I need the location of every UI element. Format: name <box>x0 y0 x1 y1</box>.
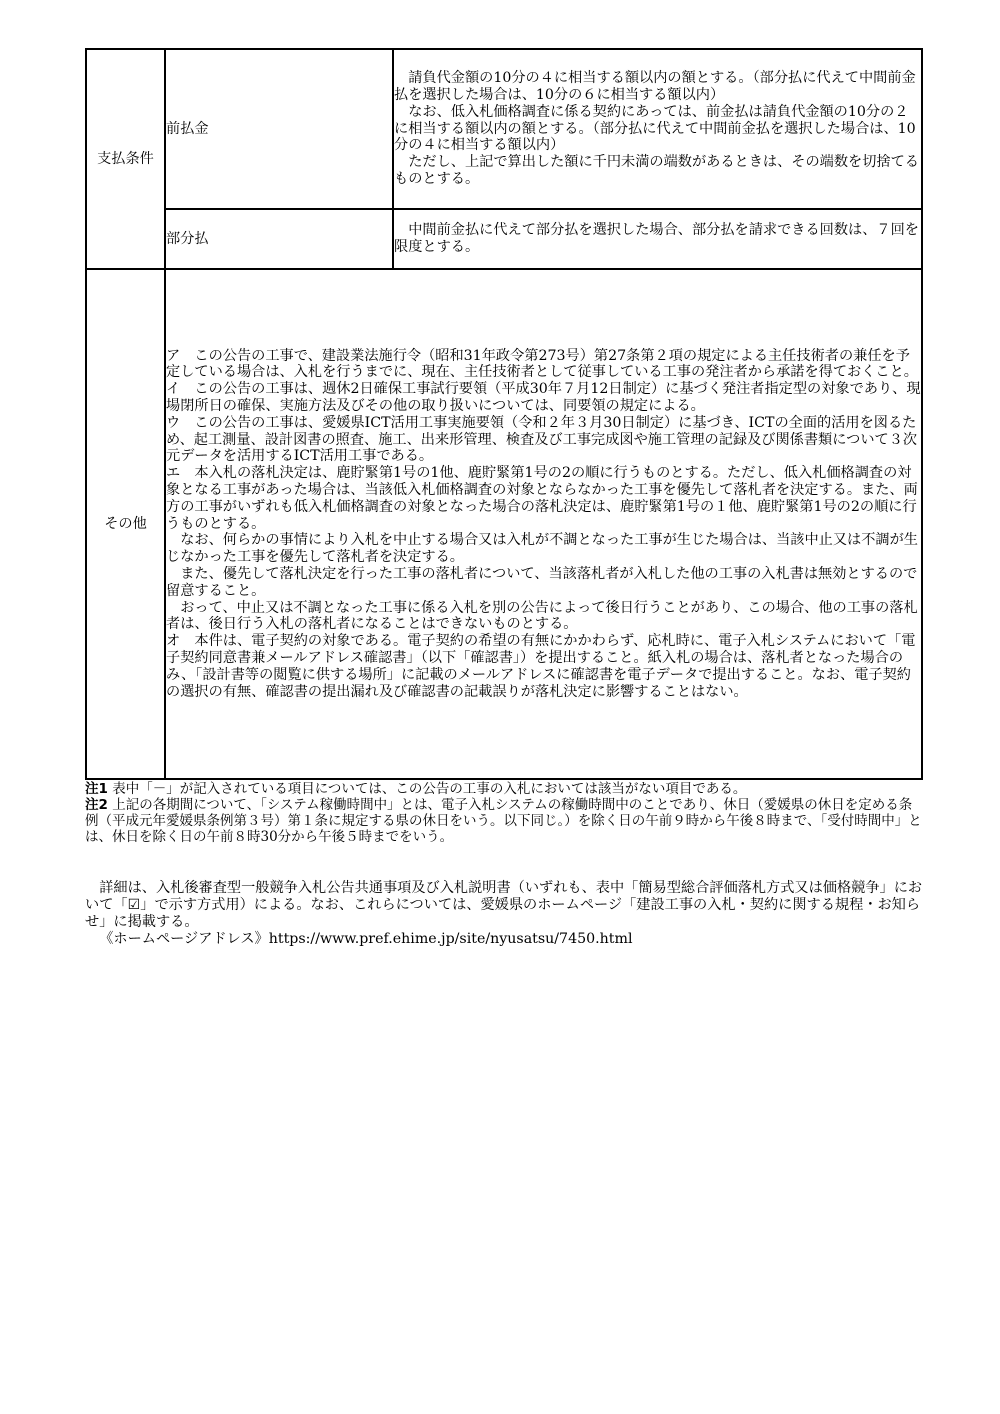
note-2-text: 上記の各期間について、「システム稼働時間中」とは、電子入札システムの稼働時間中のことであり、休日（愛媛県の休日を定める条例（平成元年愛媛県条例第３号）第１条に規定する県の休日をいう。以下同じ。）を除く日の午前９時から午後８時まで、「受付時間中」とは、休日を除く日の午前８時30分から午後５時までをいう。 <box>85 797 922 845</box>
conditions-table <box>85 48 923 780</box>
homepage-address: 《ホームページアドレス》https://www.pref.ehime.jp/site/nyusatsu/7450.html <box>99 931 633 947</box>
note-1 <box>85 781 925 797</box>
other-item-e-note3: おって、中止又は不調となった工事に係る入札を別の公告によって後日行うことがあり、この場合、他の工事の落札者は、後日行う入札の落札者になることはできないものとする。 <box>166 599 918 633</box>
partial-label: 部分払 <box>166 230 209 247</box>
other-item-a: ア この公告の工事で、建設業法施行令（昭和31年政令第273号）第27条第２項の規定による主任技術者の兼任を予定している場合は、入札を行うまでに、現在、主任技術者として従事している工事の発注者から承諾を得ておくこと。 <box>166 347 918 381</box>
advance-text-cell <box>393 49 922 209</box>
details-text: 詳細は、入札後審査型一般競争入札公告共通事項及び入札説明書（いずれも、表中「簡易型総合評価落札方式又は価格競争」において「☑」で示す方式用）による。なお、これらについては、愛媛県のホームページ「建設工事の入札・契約に関する規程・お知らせ」に掲載する。 <box>85 880 923 930</box>
other-item-o: オ 本件は、電子契約の対象である。電子契約の希望の有無にかかわらず、応札時に、電子入札システムにおいて「電子契約同意書兼メールアドレス確認書」（以下「確認書」）を提出すること。紙入札の場合は、落札者となった場合のみ、「設計書等の閲覧に供する場所」に記載のメールアドレスに確認書を電子データで提出すること。なお、電子契約の選択の有無、確認書の提出漏れ及び確認書の記載誤りが落札決定に影響することはない。 <box>166 633 916 700</box>
other-category-cell <box>86 269 165 779</box>
advance-label: 前払金 <box>166 120 209 137</box>
partial-payment-row <box>86 209 922 269</box>
other-item-e-note2: また、優先して落札決定を行った工事の落札者について、当該落札者が入札した他の工事の入札書は無効とするので留意すること。 <box>166 565 918 599</box>
notes-section <box>85 781 925 845</box>
partial-text-cell <box>393 209 922 269</box>
note-1-text: 表中「－」が記入されている項目については、この公告の工事の入札においては該当がない項目である。 <box>112 781 747 797</box>
other-item-i: イ この公告の工事は、週休2日確保工事試行要領（平成30年７月12日制定）に基づく発注者指定型の対象であり、現場閉所日の確保、実施方法及びその他の取り扱いについては、同要領の規定による。 <box>166 381 921 415</box>
other-item-e-note1: なお、何らかの事情により入札を中止する場合又は入札が不調となった工事が生じた場合は、当該中止又は不調が生じなかった工事を優先して落札者を決定する。 <box>166 532 918 566</box>
payment-category-label: 支払条件 <box>97 150 154 167</box>
payment-category-cell <box>86 49 165 269</box>
advance-paragraph: なお、低入札価格調査に係る契約にあっては、前金払は請負代金額の10分の２に相当する額以内の額とする。（部分払に代えて中間前金払を選択した場合は、10分の４に相当する額以内） <box>394 103 916 154</box>
other-item-e: エ 本入札の落札決定は、鹿貯緊第1号の1他、鹿貯緊第1号の2の順に行うものとする。ただし、低入札価格調査の対象となる工事があった場合は、当該低入札価格調査の対象とならなかった工事を優先して落札者を決定する。また、両方の工事がいずれも低入札価格調査の対象となった場合の落札決定は、鹿貯緊第1号の１他、鹿貯緊第1号の2の順に行うものとする。 <box>166 465 918 532</box>
other-row <box>86 269 922 779</box>
partial-text: 中間前金払に代えて部分払を選択した場合、部分払を請求できる回数は、７回を限度とする。 <box>394 222 919 255</box>
other-item-u: ウ この公告の工事は、愛媛県ICT活用工事実施要領（令和２年３月30日制定）に基づき、ICTの全面的活用を図るため、起工測量、設計図書の照査、施工、出来形管理、検査及び工事完成図や施工管理の記録及び関係書類について３次元データを活用するICT活用工事である。 <box>166 414 918 465</box>
partial-label-cell <box>165 209 393 269</box>
details-section <box>85 880 925 948</box>
advance-label-cell <box>165 49 393 209</box>
advance-paragraph: 請負代金額の10分の４に相当する額以内の額とする。（部分払に代えて中間前金払を選択した場合は、10分の６に相当する額以内） <box>394 70 916 103</box>
note-2-label: 注2 <box>85 797 108 813</box>
other-category-label: その他 <box>104 515 147 532</box>
note-1-label: 注1 <box>85 781 108 797</box>
advance-paragraph: ただし、上記で算出した額に千円未満の端数があるときは、その端数を切捨てるものとする。 <box>394 154 919 187</box>
other-text-cell <box>165 269 922 779</box>
note-2 <box>85 797 925 845</box>
advance-payment-row <box>86 49 922 209</box>
